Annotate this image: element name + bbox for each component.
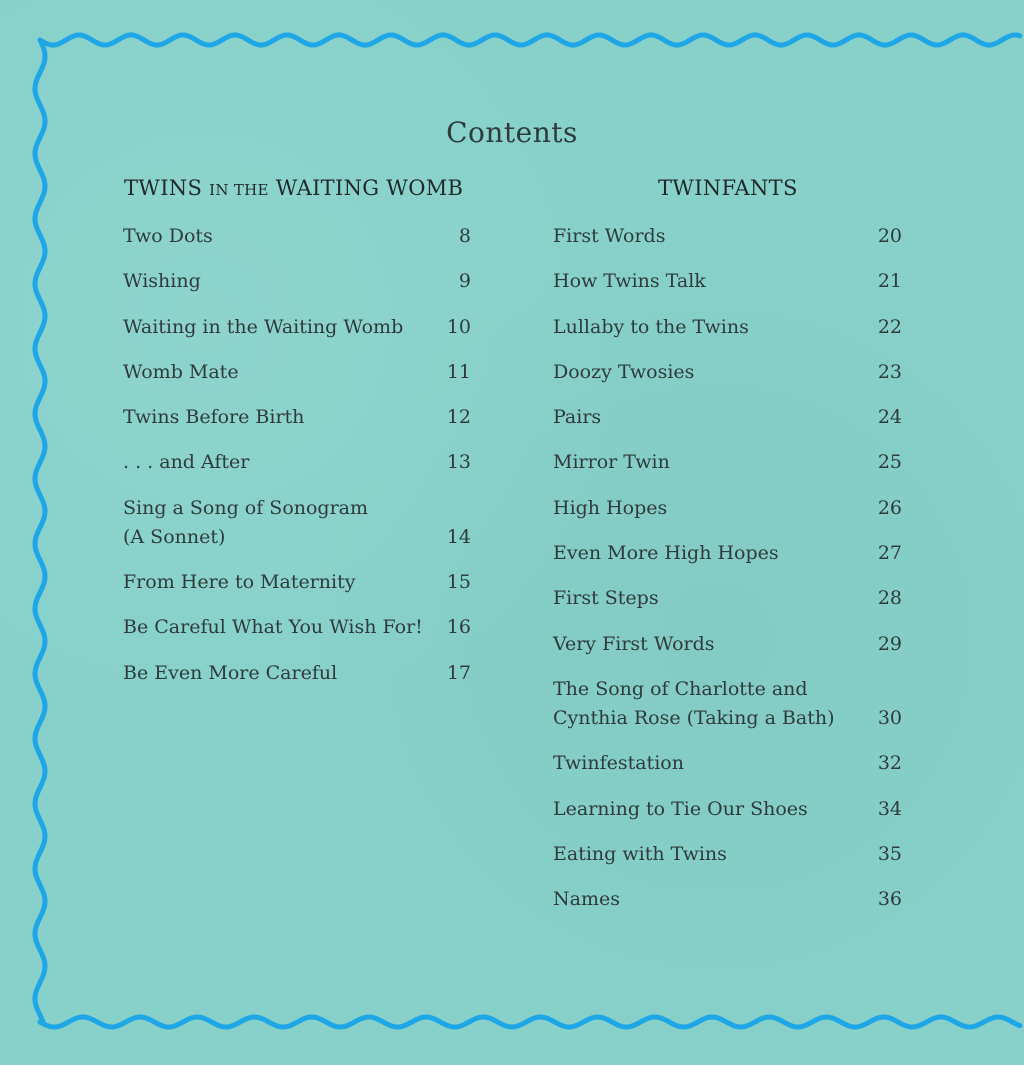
toc-entry-page: 21 <box>877 270 902 293</box>
toc-entry-page: 36 <box>877 888 902 911</box>
toc-entry-page: 12 <box>446 406 471 429</box>
toc-entry-title: Learning to Tie Our Shoes <box>553 797 808 820</box>
toc-entry-title: Twinfestation <box>553 752 684 775</box>
toc-entry <box>123 494 471 552</box>
toc-entry-page: 26 <box>877 496 902 519</box>
toc-entry-title: Sing a Song of Sonogram (A Sonnet) <box>123 496 369 548</box>
toc-entry-title: First Steps <box>553 587 659 610</box>
toc-entry-title: Even More High Hopes <box>553 542 779 565</box>
toc-entry <box>123 222 471 251</box>
toc-entry <box>123 448 471 477</box>
toc-entry-title: Two Dots <box>123 225 213 247</box>
toc-entry <box>553 222 902 251</box>
heading-part: IN THE <box>209 181 269 199</box>
toc-entry-title: Wishing <box>123 270 201 293</box>
toc-entry-page: 35 <box>877 842 902 865</box>
toc-entry-title: Very First Words <box>553 632 715 655</box>
section-heading-waiting-womb <box>124 176 463 200</box>
toc-entry-title: Be Careful What You Wish For! <box>123 616 423 639</box>
toc-entry-page: 20 <box>877 225 902 247</box>
toc-entry <box>553 795 902 824</box>
toc-entry <box>123 568 471 597</box>
toc-entry-title: Eating with Twins <box>553 842 727 865</box>
toc-entry <box>123 313 471 342</box>
toc-entry-page: 32 <box>877 752 902 775</box>
toc-entry-page: 15 <box>446 571 471 594</box>
toc-list-twinfants <box>553 222 902 930</box>
toc-entry-title: From Here to Maternity <box>123 571 356 594</box>
toc-entry-title: Twins Before Birth <box>123 406 305 429</box>
toc-entry <box>553 539 902 568</box>
toc-entry-title: First Words <box>553 225 666 247</box>
toc-entry <box>123 659 471 688</box>
toc-entry-page: 8 <box>458 225 471 247</box>
toc-entry-title: Names <box>553 888 620 911</box>
toc-entry-page: 29 <box>877 632 902 655</box>
toc-entry-title: Womb Mate <box>123 360 239 383</box>
toc-entry <box>553 584 902 613</box>
toc-entry <box>553 267 902 296</box>
toc-entry-page: 10 <box>446 315 471 338</box>
toc-entry-title: High Hopes <box>553 496 668 519</box>
heading-part: TWINS <box>124 176 203 200</box>
toc-entry-title: The Song of Charlotte and Cynthia Rose (Taking a Bath) <box>553 677 835 729</box>
toc-entry <box>553 358 902 387</box>
toc-entry-page: 22 <box>877 315 902 338</box>
toc-entry-page: 24 <box>877 406 902 429</box>
toc-entry-title: How Twins Talk <box>553 270 706 293</box>
toc-entry-page: 16 <box>446 616 471 639</box>
toc-entry <box>553 313 902 342</box>
toc-entry <box>553 675 902 733</box>
toc-entry <box>123 267 471 296</box>
toc-list-waiting-womb <box>123 222 471 704</box>
toc-entry-page: 25 <box>877 451 902 474</box>
toc-entry-title: Lullaby to the Twins <box>553 315 749 338</box>
toc-entry <box>123 358 471 387</box>
toc-entry <box>553 630 902 659</box>
toc-entry-page: 14 <box>446 525 471 548</box>
toc-entry-page: 9 <box>458 270 471 293</box>
toc-entry <box>553 749 902 778</box>
toc-entry <box>553 840 902 869</box>
toc-entry-title: Waiting in the Waiting Womb <box>123 315 404 338</box>
heading-part: WAITING WOMB <box>275 176 464 200</box>
toc-entry-title: Mirror Twin <box>553 451 670 474</box>
toc-entry-page: 27 <box>877 542 902 565</box>
section-heading-twinfants: TWINFANTS <box>658 176 798 200</box>
toc-entry-page: 30 <box>877 706 902 729</box>
toc-entry-title: Pairs <box>553 406 602 429</box>
toc-entry <box>553 403 902 432</box>
toc-entry-page: 11 <box>446 360 471 383</box>
toc-entry-title: Be Even More Careful <box>123 661 338 684</box>
toc-entry-page: 28 <box>877 587 902 610</box>
toc-entry-title: . . . and After <box>123 451 250 474</box>
toc-entry-page: 17 <box>446 661 471 684</box>
toc-entry-title: Doozy Twosies <box>553 360 695 383</box>
toc-entry <box>553 494 902 523</box>
page-title: Contents <box>446 116 578 149</box>
toc-entry-page: 34 <box>877 797 902 820</box>
toc-entry-page: 23 <box>877 360 902 383</box>
toc-entry <box>553 448 902 477</box>
toc-entry-page: 13 <box>446 451 471 474</box>
toc-entry <box>123 613 471 642</box>
toc-entry <box>123 403 471 432</box>
toc-entry <box>553 885 902 914</box>
